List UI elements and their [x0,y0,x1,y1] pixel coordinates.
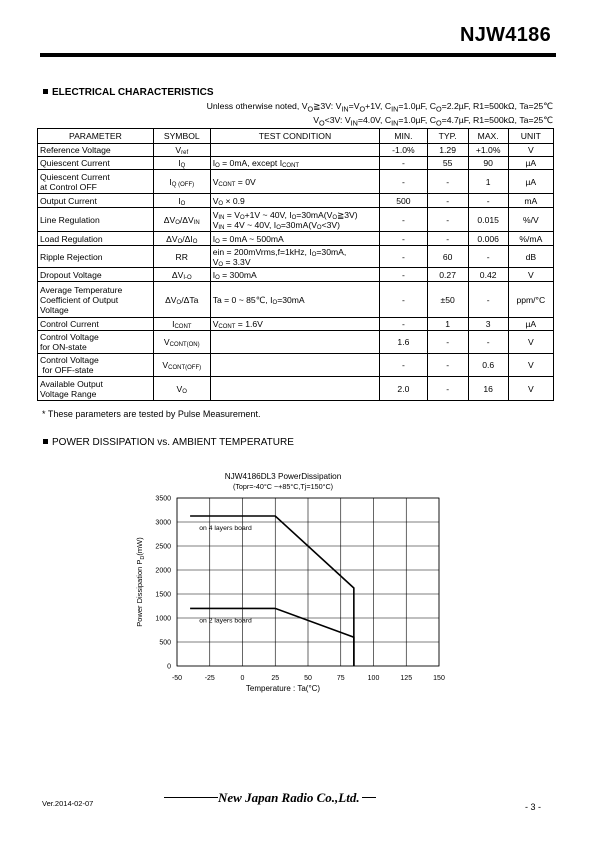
min-cell: - [380,282,427,318]
table-header-row [38,129,554,144]
table-row [38,232,554,246]
condition-cell [210,144,380,157]
table-row [38,331,554,354]
param-cell: Reference Voltage [38,144,154,157]
pulse-measurement-note: * These parameters are tested by Pulse Measurement. [42,409,261,419]
condition-cell: $I_O = 0mA$, except $I_{CONT}$ [210,157,380,170]
unit-cell: V [508,331,553,354]
chart-grid [177,498,439,666]
typ-cell: 1.29 [427,144,468,157]
typ-cell: 55 [427,157,468,170]
max-cell: 16 [468,377,508,401]
x-tick-label: 50 [304,675,312,682]
bullet-square-icon [43,89,48,94]
min-cell: - [380,208,427,232]
chart-subtitle: (Topr=-40°C ~+85°C,Tj=150°C) [232,482,334,491]
document-title: NJW4186 [459,24,551,46]
min-cell: 2.0 [380,377,427,401]
typ-cell: 1 [427,318,468,331]
max-cell: - [468,331,508,354]
series-line-4-layer [190,516,354,666]
chart-title: NJW4186DL3 PowerDissipation [224,472,342,481]
y-axis-label: Power Dissipation $P_D(mW)$ [135,537,146,627]
symbol-cell: $V_{CONT(ON)}$ [153,331,210,354]
condition-cell: $I_O = 300mA$ [210,268,380,282]
x-tick-label: 125 [400,675,413,682]
unit-cell: µA [508,157,553,170]
symbol-cell: $I_Q$ [153,157,210,170]
y-tick-label: 1500 [155,591,171,599]
unit-cell: mA [508,194,553,208]
x-tick-label: -25 [204,675,215,682]
param-cell: Line Regulation [38,208,154,232]
symbol-cell: RR [153,246,210,268]
symbol-cell: $\Delta V_O/\Delta V_{IN}$ [153,208,210,232]
min-cell: - [380,268,427,282]
col-header-typ: TYP. [427,129,468,144]
min-cell: - [380,232,427,246]
y-tick-label: 2500 [155,543,171,551]
typ-cell: 60 [427,246,468,268]
param-cell: Control Current [38,318,154,331]
table-row [38,377,554,401]
param-cell: Load Regulation [38,232,154,246]
series-label: on 4 layers board [199,525,252,532]
power-dissipation-chart [120,462,460,700]
col-header-test-condition: TEST CONDITION [210,129,380,144]
typ-cell: - [427,208,468,232]
typ-cell: - [427,377,468,401]
ec-condition-line-2 [313,115,553,128]
symbol-cell: $I_O$ [153,194,210,208]
typ-cell: - [427,170,468,194]
condition-cell: Ta = 0 ~ 85℃, $I_O=30mA$ [210,282,380,318]
param-cell: Quiescent Current at Control OFF [38,170,154,194]
condition-cell: $V_{IN} = V_O+1V$ ~ 40V, $I_O=30mA(V_O≧3V)$ $V_{IN} = 4V$ ~ 40V, $I_O=30mA(V_O<3V)$ [210,208,380,232]
symbol-cell: $\Delta V_{I-O}$ [153,268,210,282]
electrical-characteristics-table [37,128,554,401]
x-tick-label: 100 [367,675,380,682]
page-number: - 3 - [525,802,542,812]
typ-cell: 0.27 [427,268,468,282]
max-cell: - [468,282,508,318]
param-cell: Ripple Rejection [38,246,154,268]
condition-cell: $V_{CONT} = 1.6V$ [210,318,380,331]
x-axis-label: Temperature : Ta(°C) [245,684,321,693]
company-logo: New Japan Radio Co.,Ltd. [218,790,360,805]
col-header-unit: UNIT [508,129,553,144]
y-tick-label: 500 [159,639,171,647]
series-label: on 2 layers board [199,617,252,625]
table-row [38,144,554,157]
min-cell: - [380,354,427,377]
symbol-cell: $I_{CONT}$ [153,318,210,331]
bullet-square-icon [43,439,48,444]
param-cell: Output Current [38,194,154,208]
unit-cell: V [508,144,553,157]
unit-cell: µA [508,170,553,194]
condition-cell: $V_{CONT} = 0V$ [210,170,380,194]
col-header-max: MAX. [468,129,508,144]
symbol-cell: $\Delta V_O/\Delta I_O$ [153,232,210,246]
table-row [38,194,554,208]
col-header-min: MIN. [380,129,427,144]
condition-cell: $I_O = 0mA$ ~ 500mA [210,232,380,246]
unit-cell: %/V [508,208,553,232]
y-tick-label: 2000 [155,567,171,575]
unit-cell: %/mA [508,232,553,246]
chart-series-labels [199,525,252,624]
col-header-parameter: PARAMETER [38,129,154,144]
condition-cell [210,331,380,354]
x-tick-label: 25 [271,675,280,682]
typ-cell: - [427,331,468,354]
y-tick-label: 3000 [155,519,171,527]
symbol-cell: $V_{ref}$ [153,144,210,157]
table-row [38,318,554,331]
condition-cell: $V_O \times 0.9$ [210,194,380,208]
max-cell: 3 [468,318,508,331]
y-tick-label: 1000 [155,615,171,623]
param-cell: Control Voltage for ON-state [38,331,154,354]
ec-condition-1-text: Unless otherwise noted, $V_O≧3V$: $V_{IN}=V_O+1V$, $C_{IN}=1.0\mu F$, $C_O=2.2\mu F$, R1=500kΩ, Ta=25℃ [206,101,553,114]
ec-section-title: ELECTRICAL CHARACTERISTICS [52,87,214,98]
table-row [38,354,554,377]
chart-series [190,516,354,666]
unit-cell: µA [508,318,553,331]
max-cell: 90 [468,157,508,170]
chart-ticks [155,496,445,683]
unit-cell: ppm/°C [508,282,553,318]
pd-section-heading [43,437,294,448]
typ-cell: - [427,232,468,246]
symbol-cell: $V_{CONT(OFF)}$ [153,354,210,377]
table-row [38,282,554,318]
condition-cell: ein = 200mVrms,f=1kHz, $I_O=30mA$, $V_O = 3.3V$ [210,246,380,268]
param-cell: Available Output Voltage Range [38,377,154,401]
param-cell: Average Temperature Coefficient of Output Voltage [38,282,154,318]
min-cell: - [380,246,427,268]
header-rule [40,53,556,57]
unit-cell: V [508,377,553,401]
typ-cell: - [427,354,468,377]
pd-section-title: POWER DISSIPATION vs. AMBIENT TEMPERATURE [52,437,294,448]
version-label: Ver.2014-02-07 [42,799,94,808]
x-tick-label: 150 [433,675,445,682]
table-row [38,246,554,268]
param-cell: Quiescent Current [38,157,154,170]
symbol-cell: $V_O$ [153,377,210,401]
max-cell: 0.015 [468,208,508,232]
symbol-cell: $\Delta V_O$/ΔTa [153,282,210,318]
param-cell: Control Voltage for OFF-state [38,354,154,377]
ec-condition-line-1 [207,101,553,114]
ec-condition-2-text: $V_O<3V$: $V_{IN}=4.0V$, $C_{IN}=1.0\mu F$, $C_O=4.7\mu F$, R1=500kΩ, Ta=25℃ [313,115,553,128]
footer-rule-left [164,797,218,798]
condition-cell [210,377,380,401]
unit-cell: V [508,268,553,282]
min-cell: - [380,318,427,331]
typ-cell: ±50 [427,282,468,318]
ec-section-heading [43,87,213,98]
y-tick-label: 0 [167,663,171,671]
min-cell: - [380,170,427,194]
symbol-cell: $I_{Q (OFF)}$ [153,170,210,194]
table-row [38,170,554,194]
table-row [38,208,554,232]
table-row [38,157,554,170]
min-cell: 500 [380,194,427,208]
max-cell: 0.006 [468,232,508,246]
min-cell: -1.0% [380,144,427,157]
param-cell: Dropout Voltage [38,268,154,282]
min-cell: 1.6 [380,331,427,354]
typ-cell: - [427,194,468,208]
table-row [38,268,554,282]
max-cell: 1 [468,170,508,194]
unit-cell: dB [508,246,553,268]
footer-rule-right [362,797,376,798]
max-cell: - [468,246,508,268]
max-cell: 0.42 [468,268,508,282]
max-cell: - [468,194,508,208]
y-tick-label: 3500 [155,495,171,503]
x-tick-label: -50 [171,675,183,682]
x-tick-label: 0 [240,675,245,682]
col-header-symbol: SYMBOL [153,129,210,144]
max-cell: 0.6 [468,354,508,377]
min-cell: - [380,157,427,170]
unit-cell: V [508,354,553,377]
x-tick-label: 75 [336,675,345,682]
max-cell: +1.0% [468,144,508,157]
condition-cell [210,354,380,377]
